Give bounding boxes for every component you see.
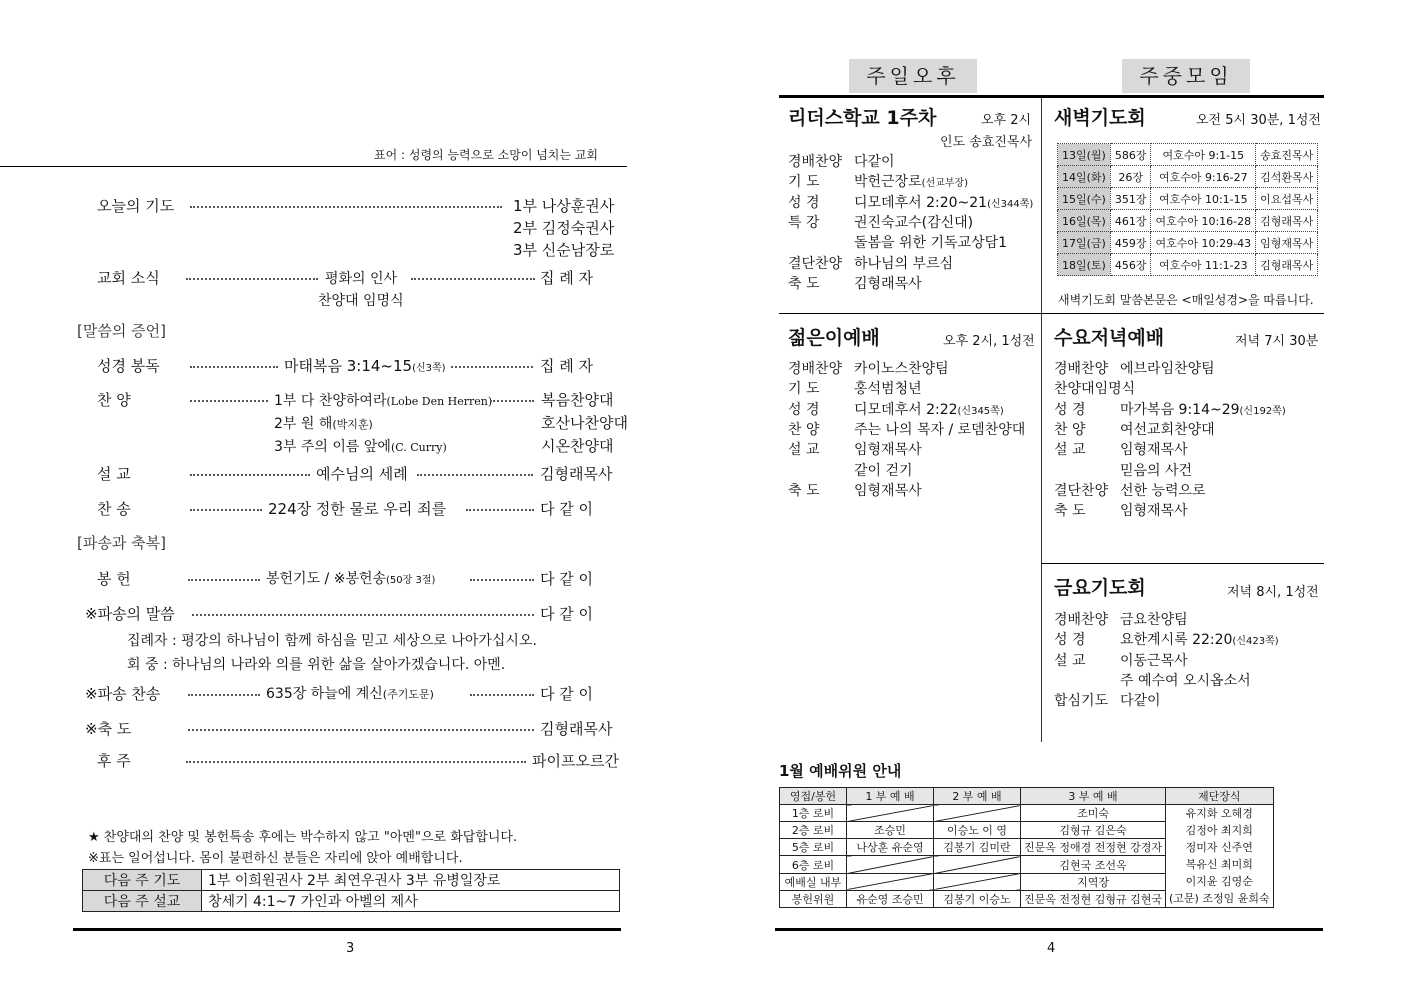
sending-right: 다 같 이: [540, 605, 594, 623]
sending-label: ※파송의 말씀: [85, 605, 175, 623]
program-note: (신345쪽): [957, 405, 1004, 417]
leaders-lead: 인도 송효진목사: [940, 135, 1033, 150]
tab-sunday-afternoon: 주일오후: [849, 59, 977, 93]
reading-text: 마태복음 3:14~15: [284, 357, 413, 375]
decor-name: 복유신 최미희: [1185, 858, 1253, 871]
dawn-day: 13일(월): [1058, 144, 1111, 166]
dawn-day: 14일(화): [1058, 166, 1111, 188]
praise-1-title: 1부 다 찬양하여라: [274, 393, 387, 409]
program-role: 설 교: [1054, 652, 1086, 669]
program-row: [788, 358, 949, 378]
praise-3-choir: 시온찬양대: [541, 437, 614, 455]
dawn-passage: 여호수아 10:29-43: [1151, 232, 1256, 254]
program-value: 마가복음 9:14~29: [1120, 401, 1240, 418]
leader-dots: [417, 474, 533, 476]
offering-right: 다 같 이: [540, 570, 594, 588]
program-role: 경배찬양: [788, 154, 843, 170]
program-value: 하나님의 부르심: [854, 255, 954, 272]
roster-table: [779, 787, 1274, 908]
program-role: 찬 양: [1054, 421, 1086, 438]
table-row: [83, 870, 620, 891]
program-row: [1054, 439, 1188, 459]
dawn-time: 오전 5시 30분, 1성전: [1196, 113, 1321, 128]
roster-title: 1월 예배위원 안내: [779, 762, 902, 780]
program-value: 임형재목사: [1120, 503, 1188, 520]
program-value: 다같이: [854, 154, 895, 170]
roster-cell: 조미숙: [1021, 805, 1166, 822]
dawn-day: 15일(수): [1058, 188, 1111, 210]
roster-cell: 지역장: [1021, 873, 1166, 890]
next-prayer-value: 1부 이희원권사 2부 최연우권사 3부 유병일장로: [202, 870, 620, 891]
praise-1-composer: (Lobe Den Herren): [386, 395, 493, 408]
next-week-table: [82, 869, 620, 912]
program-row: [788, 419, 1025, 439]
decor-name: (고문) 조정임 윤희숙: [1169, 892, 1270, 905]
program-role: 성 경: [1054, 632, 1086, 649]
hymn-right: 다 같 이: [540, 500, 594, 518]
program-value: 같이 걷기: [854, 462, 913, 479]
program-row: [788, 212, 973, 232]
program-value: 디모데후서 2:20~21: [854, 194, 988, 211]
column-header: 3 부 예 배: [1021, 788, 1166, 805]
program-role: 축 도: [788, 275, 820, 292]
row-divider: [779, 313, 1324, 314]
program-row: [1054, 399, 1286, 419]
decor-name: 정미자 신주연: [1185, 841, 1253, 854]
program-role: 합심기도: [1054, 693, 1109, 710]
program-role: 설 교: [788, 442, 820, 459]
table-row: [1058, 188, 1318, 210]
roster-cell: [934, 856, 1021, 873]
roster-cell: 진문옥 전정현 김형규 김현국: [1021, 890, 1166, 907]
row-divider-right: [1041, 563, 1324, 564]
send-hymn-sub: (주기도문): [382, 688, 434, 701]
congregation-response: 회 중 : 하나님의 나라와 의를 위한 삶을 살아가겠습니다. 아멘.: [127, 657, 506, 673]
postlude-right: 파이프오르간: [532, 752, 619, 770]
leader-dots: [470, 694, 534, 696]
dawn-hymn: 26장: [1110, 166, 1151, 188]
section-sending: [파송과 축복]: [77, 534, 166, 552]
offering-verse: (50장 3절): [386, 575, 436, 586]
youth-time: 오후 2시, 1성전: [943, 334, 1035, 349]
roster-cell: [934, 805, 1021, 822]
leader-response: 집례자 : 평강의 하나님이 함께 하심을 믿고 세상으로 나아가십시오.: [127, 633, 537, 649]
program-value: 임형재목사: [854, 482, 922, 499]
program-row: [1054, 480, 1206, 500]
program-row: [788, 171, 968, 191]
praise-label: 찬 양: [97, 391, 131, 409]
offering-text: 봉헌기도 / ※봉헌송: [266, 571, 387, 587]
dawn-preacher: 임형재목사: [1256, 232, 1318, 254]
table-row: [1058, 166, 1318, 188]
dawn-hymn: 586장: [1110, 144, 1151, 166]
program-value: 돌봄을 위한 기독교상담1: [854, 235, 1008, 252]
offering-center: [266, 568, 435, 588]
dawn-hymn: 456장: [1110, 254, 1151, 276]
program-value: 주는 나의 목자 / 로뎀찬양대: [854, 421, 1026, 438]
program-row: [788, 192, 1033, 212]
header-rule: [0, 166, 627, 167]
program-value: 임형재목사: [854, 442, 922, 459]
news-right: 집 례 자: [540, 269, 594, 287]
praise-2: [274, 413, 373, 433]
next-sermon-value: 창세기 4:1~7 가인과 아벨의 제사: [202, 891, 620, 912]
page-number: 3: [346, 941, 355, 956]
hymn-label: 찬 송: [97, 500, 131, 518]
program-role: 찬 양: [788, 421, 820, 438]
program-role: 경배찬양: [1054, 361, 1109, 377]
praise-3-title: 3부 주의 이름 앞에: [274, 439, 391, 455]
next-sermon-label: 다음 주 설교: [83, 891, 202, 912]
program-row: [788, 253, 953, 273]
program-row: [1054, 419, 1215, 439]
reading-right: 집 례 자: [540, 357, 594, 375]
program-row: [788, 232, 1007, 252]
praise-2-choir: 호산나찬양대: [541, 414, 628, 432]
news-center: 평화의 인사: [325, 271, 398, 287]
column-header: 1 부 예 배: [847, 788, 934, 805]
blessing-label: ※축 도: [85, 720, 132, 738]
program-row: [788, 439, 922, 459]
program-row: [788, 399, 1004, 419]
note-applause: ★ 찬양대의 찬양 및 봉헌특송 후에는 박수하지 않고 "아멘"으로 화답합니다.: [88, 830, 518, 845]
roster-cell: 김봉기 이승노: [934, 890, 1021, 907]
leader-dots: [186, 278, 318, 280]
decor-name: 유지화 오혜경: [1185, 807, 1253, 820]
dawn-note: 새벽기도회 말씀본문은 <매일성경>을 따릅니다.: [1058, 293, 1314, 307]
leader-dots: [470, 579, 534, 581]
dawn-preacher: 김석환목사: [1256, 166, 1318, 188]
hymn-title: 224장 정한 물로 우리 죄를: [268, 500, 447, 518]
roster-cell: 진문옥 정애경 전정현 강경자: [1021, 839, 1166, 856]
program-row: [1054, 690, 1161, 710]
program-role: 경배찬양: [788, 361, 843, 377]
praise-1: [274, 390, 492, 410]
leader-dots: [466, 509, 534, 511]
leader-dots: [490, 400, 534, 402]
table-row: [1058, 144, 1318, 166]
next-prayer-label: 다음 주 기도: [83, 870, 202, 891]
program-row: [1054, 650, 1188, 670]
dawn-title: 새벽기도회: [1054, 107, 1146, 129]
send-hymn-center: [266, 683, 434, 703]
column-header: 2 부 예 배: [934, 788, 1021, 805]
program-role: 특 강: [788, 214, 820, 231]
program-value: 에브라임찬양팀: [1120, 361, 1215, 377]
youth-title: 젊은이예배: [788, 327, 880, 349]
dawn-passage: 여호수아 10:16-28: [1151, 210, 1256, 232]
dawn-preacher: 이요섭목사: [1256, 188, 1318, 210]
prayer-1: 1부 나상훈권사: [513, 197, 615, 215]
dawn-day: 17일(금): [1058, 232, 1111, 254]
reading-center: [284, 355, 446, 376]
top-rule: [779, 95, 1324, 98]
column-header: 제단장식: [1166, 788, 1274, 805]
leader-dots: [188, 729, 534, 731]
program-row: [1054, 460, 1192, 480]
program-value: 믿음의 사건: [1120, 462, 1193, 479]
leaders-title: 리더스학교 1주차: [788, 107, 937, 129]
dawn-passage: 여호수아 11:1-23: [1151, 254, 1256, 276]
roster-cell: 나상훈 유순영: [847, 839, 934, 856]
wed-time: 저녁 7시 30분: [1235, 334, 1319, 349]
decor-name: 이지윤 김영순: [1185, 875, 1253, 888]
leader-dots: [411, 278, 535, 280]
program-value: 요한계시록 22:20: [1120, 632, 1233, 649]
program-role: 축 도: [788, 482, 820, 499]
program-row: [1054, 358, 1215, 378]
fri-time: 저녁 8시, 1성전: [1227, 585, 1319, 600]
roster-cell: [847, 873, 934, 890]
program-value: 이동근목사: [1120, 652, 1188, 669]
program-role: 성 경: [788, 401, 820, 418]
program-row: [788, 460, 913, 480]
program-role: 경배찬양: [1054, 612, 1109, 628]
news-label: 교회 소식: [97, 269, 160, 287]
program-value: 박헌근장로: [854, 174, 922, 191]
send-hymn-label: ※파송 찬송: [85, 685, 161, 703]
program-role: 설 교: [1054, 442, 1086, 459]
blessing-right: 김형래목사: [540, 720, 613, 738]
roster-cell: 2층 로비: [780, 822, 847, 839]
program-row: [788, 151, 895, 171]
program-note: (신192쪽): [1239, 405, 1286, 417]
dawn-preacher: 김형래목사: [1256, 254, 1318, 276]
program-role: 찬양대임명식: [1054, 381, 1136, 398]
program-value: 김형래목사: [854, 275, 922, 292]
program-value: 카이노스찬양팀: [854, 361, 949, 377]
program-note: (신423쪽): [1232, 636, 1279, 648]
leader-dots: [190, 366, 278, 368]
program-value: 디모데후서 2:22: [854, 401, 958, 418]
motto: 표어 : 성령의 능력으로 소망이 넘치는 교회: [374, 148, 598, 162]
dawn-hymn: 459장: [1110, 232, 1151, 254]
leaders-time: 오후 2시: [981, 113, 1032, 128]
dawn-day: 18일(토): [1058, 254, 1111, 276]
sermon-title: 예수님의 세례: [316, 465, 408, 483]
dawn-day: 16일(목): [1058, 210, 1111, 232]
leader-dots: [190, 509, 262, 511]
program-value: 임형재목사: [1120, 442, 1188, 459]
prayer-2: 2부 김정숙권사: [513, 219, 615, 237]
program-value: 다같이: [1120, 693, 1161, 710]
program-row: [788, 378, 922, 398]
praise-1-choir: 복음찬양대: [541, 391, 614, 409]
program-role: 결단찬양: [788, 255, 843, 272]
program-row: [1054, 500, 1188, 520]
program-value: 금요찬양팀: [1120, 612, 1188, 628]
program-role: 성 경: [788, 194, 820, 211]
table-row: [1058, 254, 1318, 276]
table-row: [1058, 210, 1318, 232]
reading-page: (신3쪽): [412, 363, 446, 374]
dawn-hymn: 461장: [1110, 210, 1151, 232]
prayer-label: 오늘의 기도: [97, 197, 175, 215]
dawn-preacher: 송효진목사: [1256, 144, 1318, 166]
offering-label: 봉 헌: [97, 570, 131, 588]
prayer-3: 3부 신순남장로: [513, 241, 615, 259]
program-role: 성 경: [1054, 401, 1086, 418]
program-value: 권진숙교수(감신대): [854, 214, 974, 231]
fri-title: 금요기도회: [1054, 577, 1146, 599]
roster-cell: [847, 856, 934, 873]
dawn-passage: 여호수아 9:16-27: [1151, 166, 1256, 188]
program-row: [1054, 670, 1251, 690]
roster-cell: [847, 805, 934, 822]
program-row: [1054, 629, 1279, 649]
dawn-schedule-table: [1057, 143, 1318, 276]
send-hymn-right: 다 같 이: [540, 685, 594, 703]
roster-cell: 봉헌위원: [780, 890, 847, 907]
program-role: 기 도: [788, 174, 820, 191]
leader-dots: [192, 614, 534, 616]
program-row: [788, 273, 922, 293]
note-stand: ※표는 일어섭니다. 몸이 불편하신 분들은 자리에 앉아 예배합니다.: [88, 851, 463, 866]
sermon-label: 설 교: [97, 465, 131, 483]
program-value: 홍석범청년: [854, 381, 922, 398]
program-row: [1054, 378, 1136, 398]
footer-rule: [73, 928, 621, 931]
column-divider: [1041, 98, 1042, 742]
program-note: (신344쪽): [987, 198, 1034, 210]
program-row: [788, 480, 922, 500]
wed-title: 수요저녁예배: [1054, 327, 1165, 349]
table-row: [1058, 232, 1318, 254]
tab-weekday-meetings: 주중모임: [1122, 59, 1250, 93]
leader-dots: [190, 474, 310, 476]
program-role: 축 도: [1054, 503, 1086, 520]
roster-cell: 이승노 이 영: [934, 822, 1021, 839]
column-header: 영접/봉헌: [780, 788, 847, 805]
praise-3: [274, 436, 447, 456]
roster-cell: 1층 로비: [780, 805, 847, 822]
section-word: [말씀의 증언]: [77, 322, 166, 340]
praise-2-composer: (박지훈): [332, 418, 373, 431]
send-hymn-title: 635장 하늘에 계신: [266, 686, 383, 702]
roster-cell: 5층 로비: [780, 839, 847, 856]
footer-rule-right: [775, 928, 1323, 931]
roster-cell: 김봉기 김미란: [934, 839, 1021, 856]
program-value: 선한 능력으로: [1120, 482, 1206, 499]
praise-2-title: 2부 원 해: [274, 416, 333, 432]
dawn-passage: 여호수아 9:1-15: [1151, 144, 1256, 166]
roster-cell: 예배실 내부: [780, 873, 847, 890]
table-row: [83, 891, 620, 912]
table-row: [780, 805, 1274, 822]
altar-decoration-cell: [1166, 805, 1274, 908]
roster-cell: 김형규 김은숙: [1021, 822, 1166, 839]
page-number-right: 4: [1047, 941, 1056, 956]
news-center-2: 찬양대 임명식: [318, 293, 404, 309]
roster-cell: 유순영 조승민: [847, 890, 934, 907]
dawn-preacher: 김형래목사: [1256, 210, 1318, 232]
program-value: 여선교회찬양대: [1120, 421, 1215, 438]
leader-dots: [188, 694, 260, 696]
program-row: [1054, 609, 1188, 629]
postlude-label: 후 주: [97, 752, 131, 770]
leader-dots: [188, 579, 260, 581]
praise-3-composer: (C. Curry): [390, 441, 447, 454]
reading-label: 성경 봉독: [97, 357, 160, 375]
leader-dots: [451, 366, 533, 368]
program-note: (선교부장): [921, 178, 969, 190]
leader-dots: [186, 761, 526, 763]
sermon-preacher: 김형래목사: [540, 465, 613, 483]
leader-dots: [190, 206, 502, 208]
roster-cell: 조승민: [847, 822, 934, 839]
dawn-passage: 여호수아 10:1-15: [1151, 188, 1256, 210]
dawn-hymn: 351장: [1110, 188, 1151, 210]
leader-dots: [190, 400, 268, 402]
table-header-row: [780, 788, 1274, 805]
roster-cell: 6층 로비: [780, 856, 847, 873]
program-role: 결단찬양: [1054, 482, 1109, 499]
roster-cell: 김현국 조선옥: [1021, 856, 1166, 873]
program-role: 기 도: [788, 381, 820, 398]
roster-cell: [934, 873, 1021, 890]
program-value: 주 예수여 오시옵소서: [1120, 672, 1251, 689]
decor-name: 김정아 최지희: [1185, 824, 1253, 837]
